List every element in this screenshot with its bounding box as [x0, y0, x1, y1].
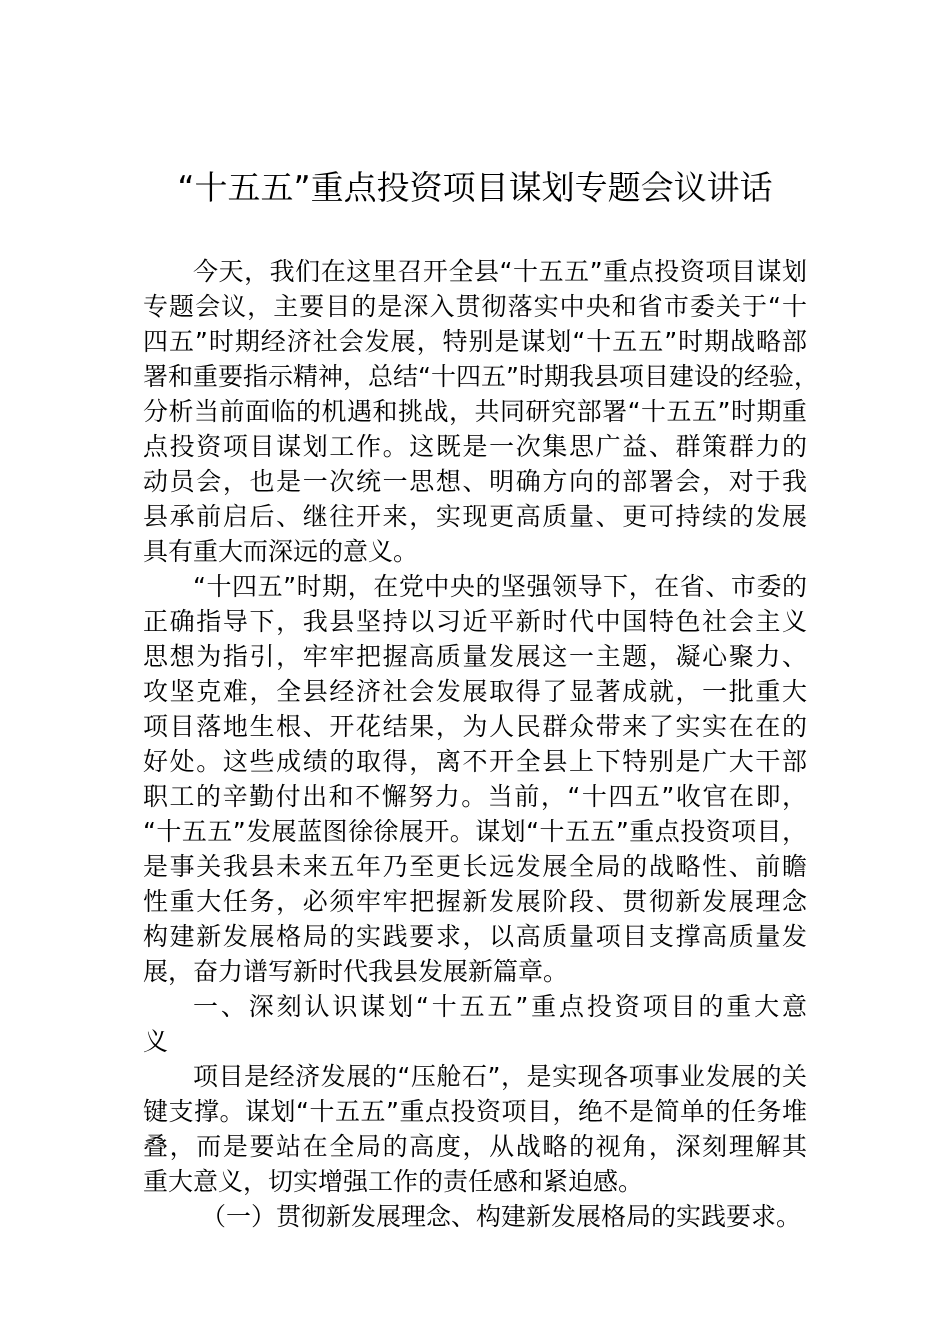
- paragraph-line: 展，奋力谱写新时代我县发展新篇章。: [143, 957, 569, 986]
- paragraph-line: 具有重大而深远的意义。: [143, 537, 419, 566]
- subsection-heading-line: （一）贯彻新发展理念、构建新发展格局的实践要求。: [201, 1202, 802, 1231]
- document-body: [143, 254, 819, 1234]
- paragraph-line: 职工的辛勤付出和不懈努力。当前，“十四五”收官在即，: [143, 782, 807, 811]
- document-title: “十五五”重点投资项目谋划专题会议讲话: [177, 168, 773, 207]
- paragraph-line: 好处。这些成绩的取得，离不开全县上下特别是广大干部: [143, 747, 807, 776]
- paragraph-line: 动员会，也是一次统一思想、明确方向的部署会，对于我: [143, 467, 807, 496]
- paragraph-line: “十四五”时期，在党中央的坚强领导下，在省、市委的: [193, 572, 807, 601]
- paragraph-line: 是事关我县未来五年乃至更长远发展全局的战略性、前瞻: [143, 852, 807, 881]
- paragraph-line: 正确指导下，我县坚持以习近平新时代中国特色社会主义: [143, 607, 807, 636]
- paragraph-line: 署和重要指示精神，总结“十四五”时期我县项目建设的经验，: [143, 362, 819, 391]
- paragraph-line: 构建新发展格局的实践要求，以高质量项目支撑高质量发: [143, 922, 807, 951]
- paragraph-line: 县承前启后、继往开来，实现更高质量、更可持续的发展: [143, 502, 807, 531]
- paragraph-line: 叠，而是要站在全局的高度，从战略的视角，深刻理解其: [143, 1132, 807, 1161]
- section-heading-line: 义: [143, 1027, 169, 1056]
- paragraph-line: 今天，我们在这里召开全县“十五五”重点投资项目谋划: [193, 257, 807, 286]
- paragraph-line: 项目落地生根、开花结果，为人民群众带来了实实在在的: [143, 712, 807, 741]
- paragraph-line: 重大意义，切实增强工作的责任感和紧迫感。: [143, 1167, 644, 1196]
- section-heading-line: 一、深刻认识谋划“十五五”重点投资项目的重大意: [193, 992, 807, 1021]
- paragraph-line: “十五五”发展蓝图徐徐展开。谋划“十五五”重点投资项目，: [143, 817, 807, 846]
- paragraph-line: 四五”时期经济社会发展，特别是谋划“十五五”时期战略部: [143, 327, 807, 356]
- paragraph-line: 性重大任务，必须牢牢把握新发展阶段、贯彻新发展理念: [143, 887, 807, 916]
- paragraph-line: 分析当前面临的机遇和挑战，共同研究部署“十五五”时期重: [143, 397, 807, 426]
- paragraph-line: 攻坚克难，全县经济社会发展取得了显著成就，一批重大: [143, 677, 807, 706]
- paragraph-line: 思想为指引，牢牢把握高质量发展这一主题，凝心聚力、: [143, 642, 807, 671]
- paragraph-line: 键支撑。谋划“十五五”重点投资项目，绝不是简单的任务堆: [143, 1097, 807, 1126]
- paragraph-line: 点投资项目谋划工作。这既是一次集思广益、群策群力的: [143, 432, 807, 461]
- paragraph-line: 专题会议，主要目的是深入贯彻落实中央和省市委关于“十: [143, 292, 807, 321]
- paragraph-line: 项目是经济发展的“压舱石”，是实现各项事业发展的关: [193, 1062, 807, 1091]
